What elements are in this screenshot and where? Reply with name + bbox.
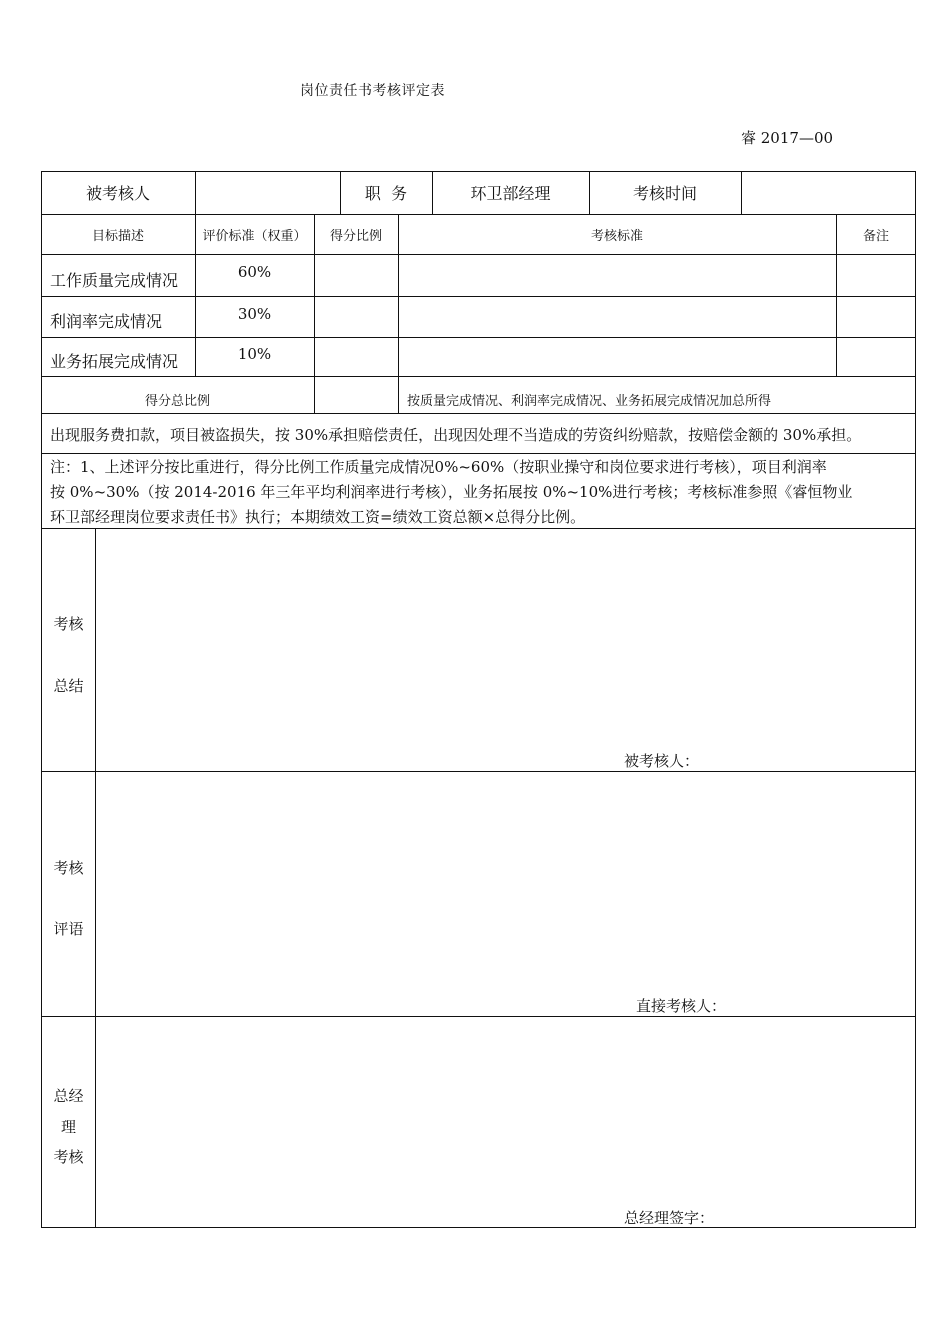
gm-label-line-2: 理 xyxy=(60,1118,76,1136)
summary-content-area[interactable] xyxy=(96,529,915,770)
position-label: 职 务 xyxy=(364,184,408,203)
gm-label-line-3: 考核 xyxy=(53,1148,84,1166)
assessment-time-field[interactable] xyxy=(741,171,916,214)
assessment-time-label: 考核时间 xyxy=(632,184,697,203)
penalty-note: 出现服务费扣款，项目被盗损失，按 30%承担赔偿责任，出现因处理不当造成的劳资纠纷赔款，按赔偿金额的 30%承担。 xyxy=(50,426,862,444)
comments-label-line-1: 考核 xyxy=(53,859,84,877)
row-target-business: 业务拓展完成情况 xyxy=(50,352,179,371)
row-divider xyxy=(41,413,916,414)
assessee-field[interactable] xyxy=(195,171,340,214)
column-header-criteria: 考核标准 xyxy=(590,228,643,244)
gm-signature-label: 总经理签字： xyxy=(624,1209,715,1227)
page-title: 岗位责任书考核评定表 xyxy=(300,83,445,99)
notes-line-3: 环卫部经理岗位要求责任书》执行；本期绩效工资=绩效工资总额×总得分比例。 xyxy=(50,508,586,526)
row-divider xyxy=(41,453,916,454)
row-remarks-business[interactable] xyxy=(836,337,916,376)
row-remarks-profit[interactable] xyxy=(836,296,916,337)
total-score-criteria: 按质量完成情况、利润率完成情况、业务拓展完成情况加总所得 xyxy=(407,394,772,409)
row-score-business[interactable] xyxy=(314,337,398,376)
notes-line-2: 按 0%~30%（按 2014-2016 年三年平均利润率进行考核），业务拓展按 0%~10%进行考核；考核标准参照《睿恒物业 xyxy=(50,483,853,501)
comments-label-line-2: 评语 xyxy=(53,920,84,938)
position-value: 环卫部经理 xyxy=(470,184,551,203)
row-score-quality[interactable] xyxy=(314,254,398,296)
column-header-remarks: 备注 xyxy=(862,228,889,244)
row-remarks-quality[interactable] xyxy=(836,254,916,296)
gm-content-area[interactable] xyxy=(96,1017,915,1227)
assessee-signature-label: 被考核人： xyxy=(624,752,700,770)
row-target-quality: 工作质量完成情况 xyxy=(50,270,179,290)
row-weight-business: 10% xyxy=(237,344,272,363)
gm-label-line-1: 总经 xyxy=(53,1087,84,1105)
direct-assessor-signature-label: 直接考核人： xyxy=(636,997,727,1015)
column-header-target: 目标描述 xyxy=(91,228,144,244)
row-weight-profit: 30% xyxy=(237,304,272,323)
total-score-label: 得分总比例 xyxy=(144,394,210,409)
assessee-label: 被考核人 xyxy=(85,184,150,203)
row-target-profit: 利润率完成情况 xyxy=(50,312,163,331)
document-number: 睿 2017—00 xyxy=(741,129,834,147)
column-header-weight: 评价标准（权重） xyxy=(202,228,307,244)
row-score-profit[interactable] xyxy=(314,296,398,337)
column-header-score: 得分比例 xyxy=(329,228,382,244)
comments-content-area[interactable] xyxy=(96,772,915,1015)
row-weight-quality: 60% xyxy=(237,263,272,281)
summary-label-line-1: 考核 xyxy=(53,615,84,633)
summary-label-line-2: 总结 xyxy=(53,677,84,695)
row-criteria-business[interactable] xyxy=(398,337,836,376)
row-criteria-profit[interactable] xyxy=(398,296,836,337)
total-score-field[interactable] xyxy=(314,376,398,413)
row-criteria-quality[interactable] xyxy=(398,254,836,296)
notes-line-1: 注：1、上述评分按比重进行，得分比例工作质量完成情况0%~60%（按职业操守和岗位要求进行考核），项目利润率 xyxy=(50,458,827,476)
